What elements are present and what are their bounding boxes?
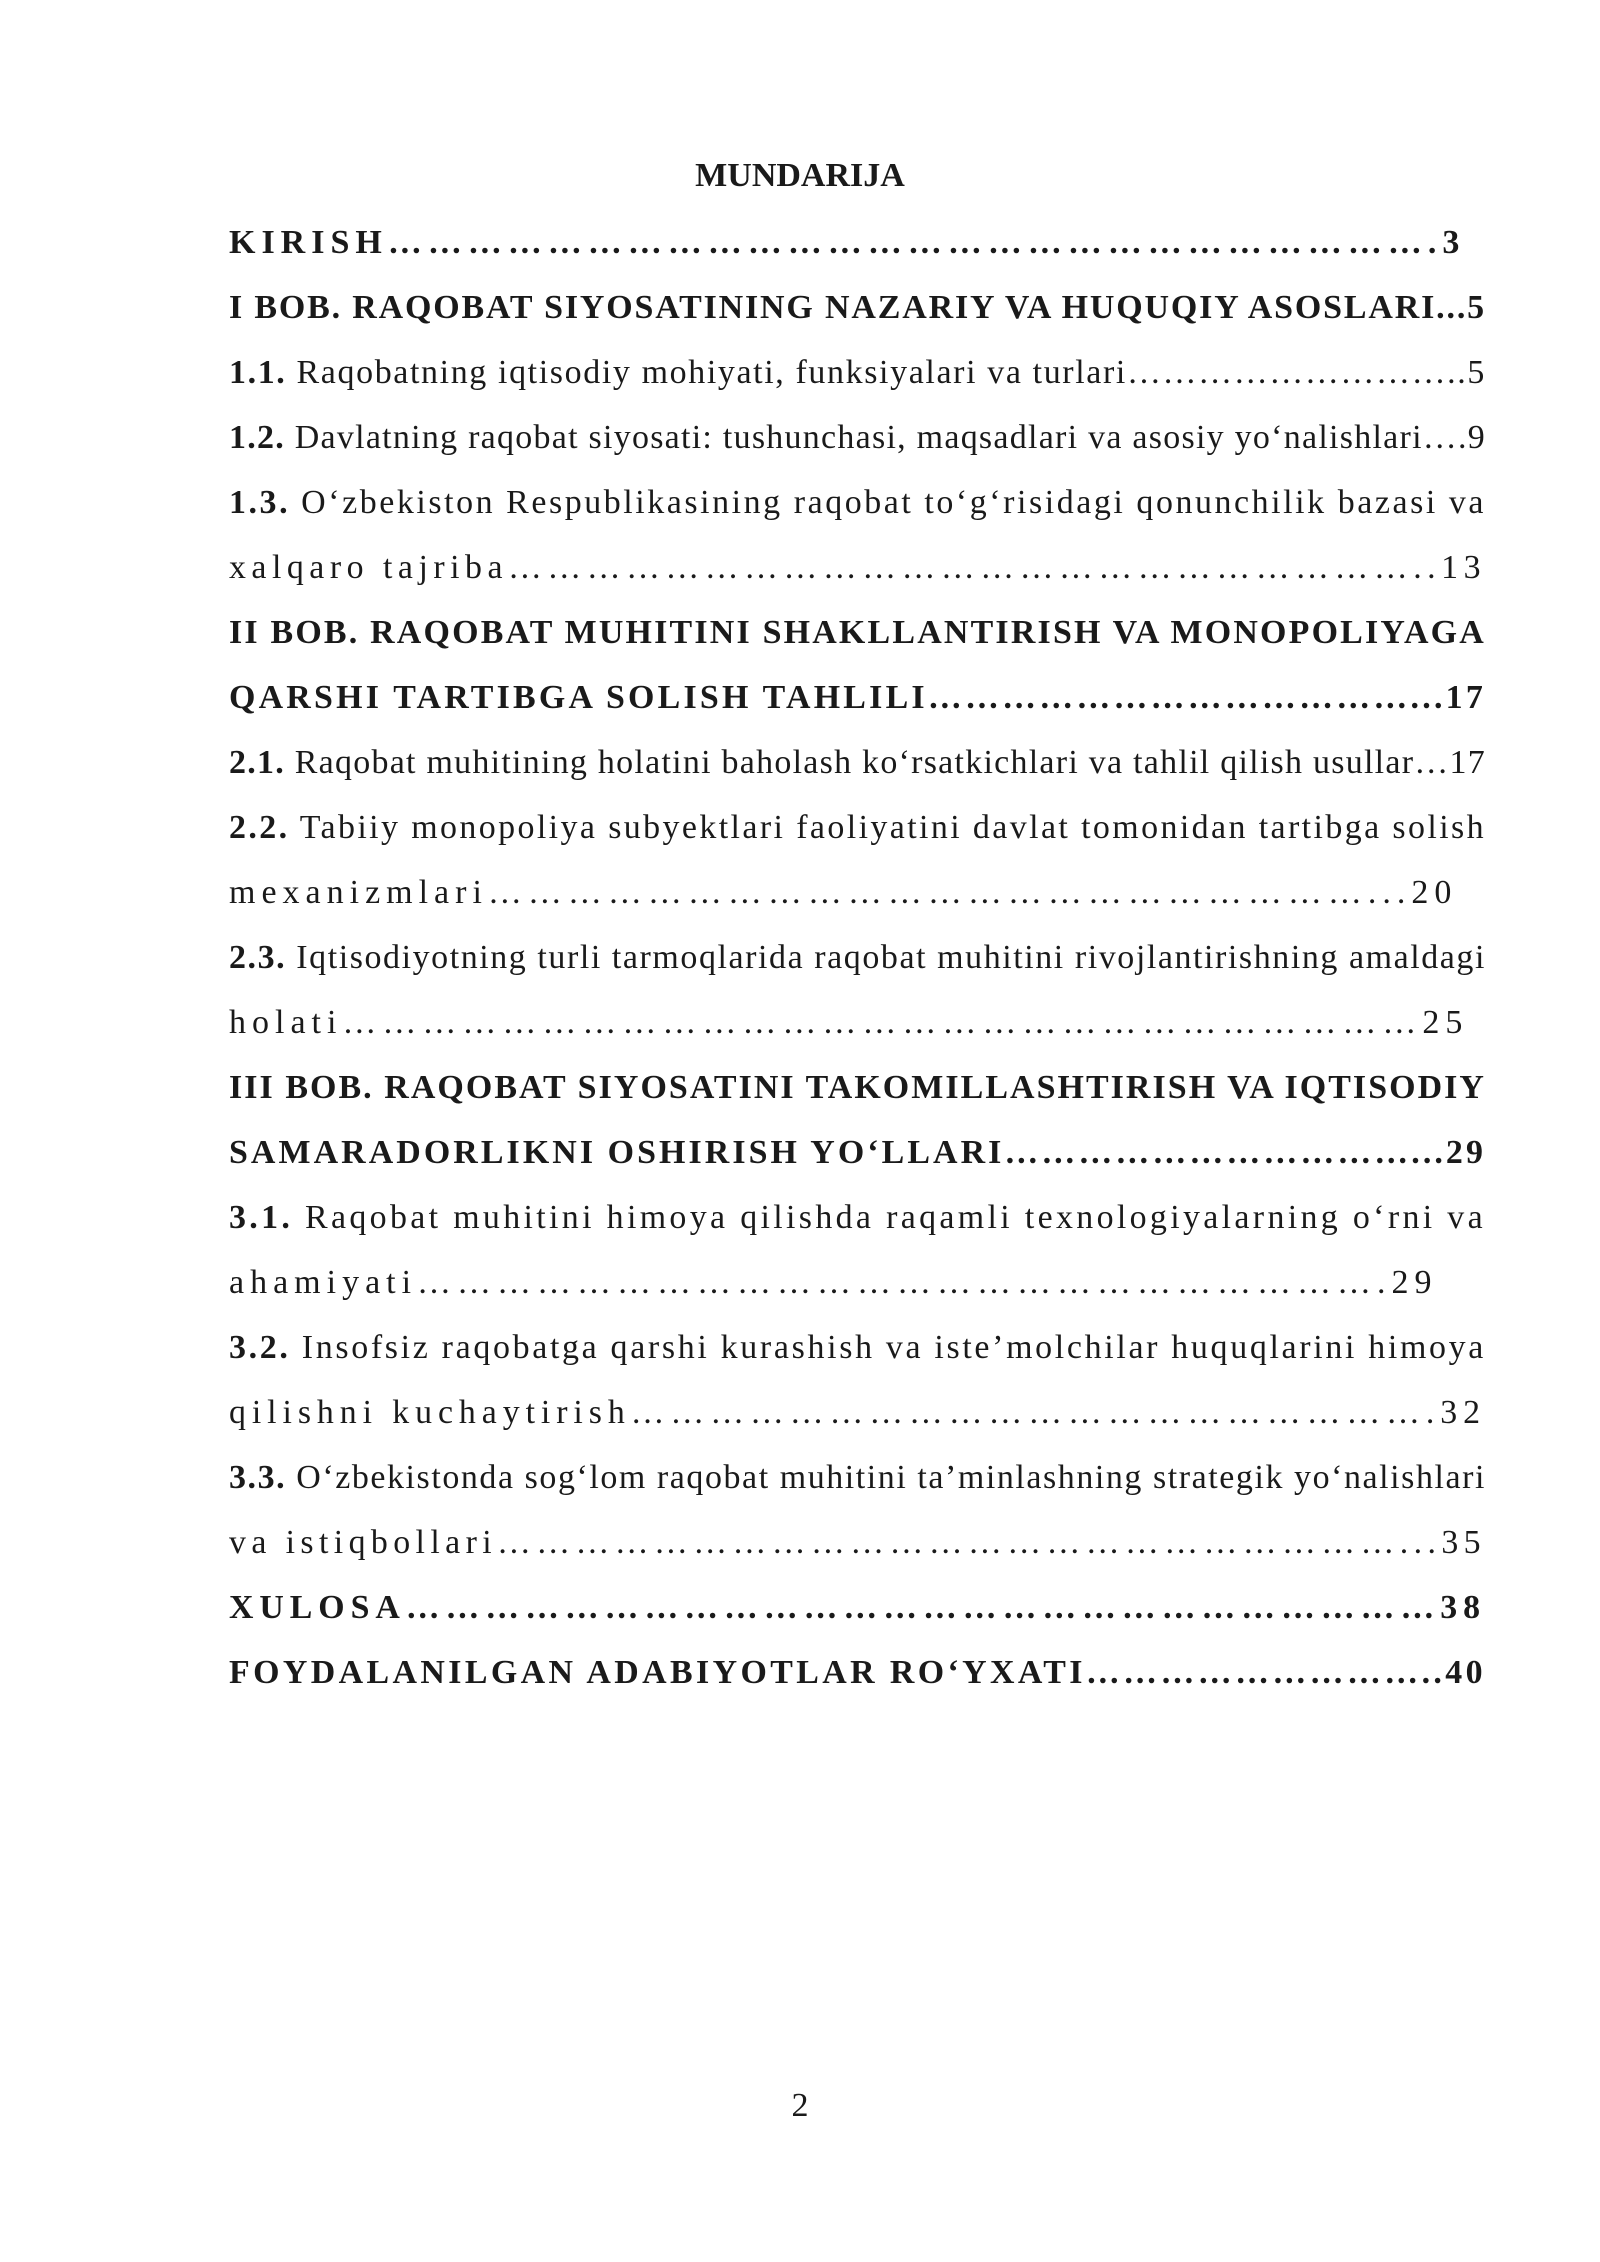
toc-section-number: 1.2. bbox=[229, 419, 286, 456]
toc-section-number: 2.3. bbox=[229, 939, 287, 976]
toc-line-text: xalqaro tajriba……………………………………………………………..13 bbox=[229, 549, 1486, 586]
toc-line bbox=[229, 1120, 1486, 1185]
toc-line bbox=[229, 665, 1486, 730]
toc-line bbox=[229, 795, 1486, 860]
toc-line bbox=[229, 1445, 1486, 1510]
toc-line bbox=[229, 210, 1486, 275]
toc-line-text: va istiqbollari……………………………………………………………...35 bbox=[229, 1524, 1486, 1561]
toc-section-number: 3.1. bbox=[229, 1199, 294, 1236]
toc-line bbox=[229, 925, 1486, 990]
toc-line-text: ahamiyati……………………………………………………………….29 bbox=[229, 1264, 1438, 1301]
toc-line-text: O‘zbekistonda sog‘lom raqobat muhitini ta’minlashning strategik yo‘nalishlari bbox=[286, 1459, 1486, 1496]
page-number: 2 bbox=[791, 2087, 809, 2124]
toc-line-text: Tabiiy monopoliya subyektlari faoliyatini davlat tomonidan tartibga solish bbox=[289, 809, 1486, 846]
toc-section-number: 2.2. bbox=[229, 809, 290, 846]
toc-section-number: 3.3. bbox=[229, 1459, 287, 1496]
toc-section-number: 2.1. bbox=[229, 744, 285, 781]
toc-line-text: Davlatning raqobat siyosati: tushunchasi, maqsadlari va asosiy yo‘nalishlari….9 bbox=[285, 419, 1486, 456]
toc-line bbox=[229, 1575, 1486, 1640]
toc-line bbox=[229, 860, 1486, 925]
toc-line-text: QARSHI TARTIBGA SOLISH TAHLILI…………………………………...17 bbox=[229, 679, 1486, 716]
toc-line-text: III BOB. RAQOBAT SIYOSATINI TAKOMILLASHTIRISH VA IQTISODIY bbox=[229, 1069, 1486, 1106]
toc-line-text: Raqobat muhitini himoya qilishda raqamli texnologiyalarning o‘rni va bbox=[293, 1199, 1486, 1236]
toc-line-text: O‘zbekiston Respublikasining raqobat to‘g‘risidagi qonunchilik bazasi va bbox=[290, 484, 1486, 521]
toc-line-text: Insofsiz raqobatga qarshi kurashish va iste’molchilar huquqlarini himoya bbox=[290, 1329, 1486, 1366]
table-of-contents bbox=[229, 210, 1486, 1705]
toc-line bbox=[229, 990, 1486, 1055]
toc-line bbox=[229, 1185, 1486, 1250]
toc-line bbox=[229, 730, 1486, 795]
toc-line-text: holati………………………………………………………………………25 bbox=[229, 1004, 1469, 1041]
toc-line-text: I BOB. RAQOBAT SIYOSATINING NAZARIY VA HUQUQIY ASOSLARI...5 bbox=[229, 289, 1486, 326]
toc-line-text: Raqobatning iqtisodiy mohiyati, funksiyalari va turlari………………………..5 bbox=[286, 354, 1486, 391]
page-title: MUNDARIJA bbox=[695, 157, 905, 194]
toc-section-number: 1.1. bbox=[229, 354, 287, 391]
toc-line-text: Raqobat muhitining holatini baholash ko‘rsatkichlari va tahlil qilish usullar…17 bbox=[284, 744, 1486, 781]
toc-section-number: 3.2. bbox=[229, 1329, 291, 1366]
toc-line bbox=[229, 275, 1486, 340]
toc-line bbox=[229, 1380, 1486, 1445]
toc-line bbox=[229, 1510, 1486, 1575]
toc-line bbox=[229, 1640, 1486, 1705]
toc-line-text: XULOSA……………………………………………………………………38 bbox=[229, 1589, 1486, 1626]
toc-line bbox=[229, 1055, 1486, 1120]
toc-line-text: II BOB. RAQOBAT MUHITINI SHAKLLANTIRISH VA MONOPOLIYAGA bbox=[229, 614, 1486, 651]
toc-line bbox=[229, 340, 1486, 405]
toc-line-text: KIRISH…………………………………………………………………….3 bbox=[229, 224, 1466, 261]
toc-line-text: FOYDALANILGAN ADABIYOTLAR RO‘YXATI………………………..40 bbox=[229, 1654, 1486, 1691]
toc-line bbox=[229, 1250, 1486, 1315]
toc-section-number: 1.3. bbox=[229, 484, 291, 521]
toc-line-text: Iqtisodiyotning turli tarmoqlarida raqobat muhitini rivojlantirishning amaldagi bbox=[286, 939, 1486, 976]
toc-line bbox=[229, 405, 1486, 470]
toc-line bbox=[229, 535, 1486, 600]
toc-line-text: mexanizmlari…………………………………………………………...20 bbox=[229, 874, 1458, 911]
toc-line-text: SAMARADORLIKNI OSHIRISH YO‘LLARI……………………………...29 bbox=[229, 1134, 1486, 1171]
toc-line-text: qilishni kuchaytirish…………………………………………………….32 bbox=[229, 1394, 1486, 1431]
toc-line bbox=[229, 1315, 1486, 1380]
toc-line bbox=[229, 600, 1486, 665]
toc-line bbox=[229, 470, 1486, 535]
